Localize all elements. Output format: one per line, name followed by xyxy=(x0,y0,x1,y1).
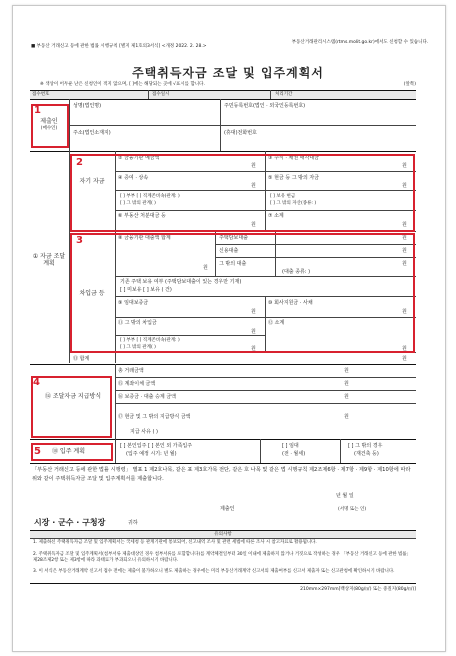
other-loan-label: 그 밖의 대출 xyxy=(219,261,247,267)
receipt-date-label: 접수일시 xyxy=(152,92,170,97)
total-won: 원 xyxy=(402,356,407,362)
other-loan-won: 원 xyxy=(402,261,407,267)
loan-total-won: 원 xyxy=(203,265,208,271)
cash-hold-checkbox[interactable]: [ ] 보유 현금 xyxy=(270,194,296,199)
other-borrow-won: 원 xyxy=(251,329,256,335)
id-number-field[interactable]: 주민등록번호(법인 · 외국인등록번호) xyxy=(224,103,306,109)
total-price-won: 원 xyxy=(344,368,349,374)
account-transfer-won: 원 xyxy=(344,381,349,387)
cash-other-asset[interactable]: [ ] 그 밖의 자산(종류: ) xyxy=(270,201,317,206)
property-sale-field[interactable]: ⑥ 부동산 처분대금 등 xyxy=(118,213,166,219)
receipt-number-label: 접수번호 xyxy=(32,92,50,97)
annotation-number-1: 1 xyxy=(34,105,41,116)
deposit-succession-won: 원 xyxy=(344,394,349,400)
account-transfer-field[interactable]: ⑮ 계좌이체 금액 xyxy=(118,381,156,387)
cash-other-field[interactable]: ⑰ 현금 및 그 밖의 지급방식 금액 xyxy=(118,414,191,420)
cash-won: 원 xyxy=(402,183,407,189)
mortgage-label: 주택담보대출 xyxy=(219,235,248,241)
gift-relation-checkboxes[interactable]: [ ] 부부 [ ] 직계존비속(관계: ) xyxy=(120,194,180,199)
annotation-box-2 xyxy=(70,154,415,232)
note-item-2: 2. 주택취득자금 조달 및 입주계획서(첨부서류 제출대상인 경우 첨부서류를 포함합니다)를 계약체결일부터 30일 이내에 제출하지 않거나 거짓으로 작성하는 경우 「부동산 거래신고 등에 관한 법률」 제28조제2항 또는 제3항에 따라 과태료가 부과되오니 유의하시기 바랍니다. xyxy=(33,552,411,563)
page-side: (앞쪽) xyxy=(403,82,416,87)
own-subtotal-field[interactable]: ⑦ 소계 xyxy=(268,213,284,219)
online-note: 부동산거래관리시스템(rtms.molit.go.kr)에서도 신청할 수 있습니다. xyxy=(291,40,429,45)
mortgage-won: 원 xyxy=(402,235,407,241)
annotation-number-2: 2 xyxy=(76,157,83,168)
annotation-box-4 xyxy=(31,376,112,438)
declaration-submitter: 제출인 xyxy=(220,506,235,512)
gift-field[interactable]: ④ 증여 · 상속 xyxy=(118,175,149,181)
own-subtotal-won: 원 xyxy=(402,222,407,228)
existing-home-checkboxes[interactable]: [ ] 미보유 [ ] 보유 ( 건) xyxy=(120,287,172,293)
company-support-won: 원 xyxy=(402,309,407,315)
payment-method-label: ⑭ 조달자금 지급방식 xyxy=(44,393,102,400)
note-item-1: 1. 제출하신 주택취득자금 조달 및 입주계획서는 국세청 등 관계기관에 통보되어, 신고내역 조사 및 관련 세법에 따른 조사 시 참고자료로 활용됩니다. xyxy=(33,540,317,545)
addressee-suffix: 귀하 xyxy=(128,520,138,526)
gift-relation-other[interactable]: [ ] 그 밖의 관계( ) xyxy=(120,201,156,206)
deposit-field[interactable]: ② 금융기관 예금액 xyxy=(118,155,160,161)
borrow-subtotal-field[interactable]: ⑫ 소계 xyxy=(268,320,285,326)
declaration-text: 「부동산 거래신고 등에 관한 법률 시행령」 별표 1 제2호나목, 같은 표 제3호가목 전단, 같은 호 나목 및 같은 법 시행규칙 제2조제6항 · 제7항 · 제9항 · 제10항에 따라 위와 같이 주택취득자금 조달 및 입주계획서를 제출합니다. xyxy=(32,467,411,482)
declaration-date[interactable]: 년 월 일 xyxy=(336,493,354,499)
self-move-in-checkboxes[interactable]: [ ] 본인입주 [ ] 본인 외 가족입주 xyxy=(120,443,193,449)
phone-field[interactable]: (휴대)전화번호 xyxy=(224,130,257,136)
existing-home-label: 기존 주택 보유 여부 (주택담보대출이 있는 경우만 기재) xyxy=(120,279,242,285)
total-label: ⑬ 합계 xyxy=(73,356,90,362)
submitter-sub: (매수인) xyxy=(40,126,58,131)
paper-spec: 210mm×297mm[백상지(80g/㎡) 또는 중질지(80g/㎡)] xyxy=(300,587,416,592)
deposit-succession-field[interactable]: ⑯ 보증금 · 대출 승계 금액 xyxy=(118,394,177,400)
legal-basis: ■ 부동산 거래신고 등에 관한 법률 시행규칙 [별지 제1호의3서식] <개정 2022. 2. 28.> xyxy=(31,44,207,49)
other-case-checkbox[interactable]: [ ] 그 밖의 경우 xyxy=(348,443,383,449)
move-in-label: ⑱ 입주 계획 xyxy=(52,448,85,455)
gift-won: 원 xyxy=(251,183,256,189)
annotation-number-3: 3 xyxy=(76,235,83,246)
note-item-3: 3. 이 서식은 부동산거래계약 신고서 접수 전에는 제출이 불가하오니 별도 제출하는 경우에는 미리 부동산거래계약 신고서의 제출여부를 신고서 제출자 또는 신고관청에 확인하시기 바랍니다. xyxy=(33,569,395,574)
funding-plan-label: ① 자금 조달계획 xyxy=(32,253,66,267)
loan-type-field[interactable]: (대출 종류: ) xyxy=(282,269,311,275)
borrow-subtotal-won: 원 xyxy=(402,346,407,352)
borrow-relation-checkboxes[interactable]: [ ] 부부 [ ] 직계존비속(관계: ) xyxy=(120,338,180,343)
other-borrow-sub-won: 원 xyxy=(251,346,256,352)
other-case-sub: (재건축 등) xyxy=(354,451,379,457)
loan-total-field[interactable]: ⑧ 금융기관 대출액 합계 xyxy=(118,235,171,241)
signature-field[interactable]: (서명 또는 인) xyxy=(338,507,367,512)
company-support-field[interactable]: ⑩ 회사지원금 · 사채 xyxy=(268,300,313,306)
property-sale-won: 원 xyxy=(251,222,256,228)
own-funds-label: 자기 자금 xyxy=(79,178,105,185)
annotation-number-4: 4 xyxy=(33,377,40,388)
lease-deposit-won: 원 xyxy=(251,309,256,315)
payment-reason-field[interactable]: 지급 사유 ( ) xyxy=(130,429,158,435)
borrowed-label: 차입금 등 xyxy=(79,290,105,297)
annotation-box-5 xyxy=(31,443,113,461)
process-period-label: 처리기간 xyxy=(275,92,293,97)
lease-checkbox[interactable]: [ ] 임대 xyxy=(282,443,299,449)
stock-won: 원 xyxy=(402,163,407,169)
lease-deposit-field[interactable]: ⑨ 임대보증금 xyxy=(118,300,149,306)
other-borrow-field[interactable]: ⑪ 그 밖의 차입금 xyxy=(118,320,157,326)
address-field[interactable]: 주소(법인소재지) xyxy=(73,130,111,136)
addressee: 시장 · 군수 · 구청장 xyxy=(34,518,106,527)
cash-other-won: 원 xyxy=(344,414,349,420)
annotation-number-5: 5 xyxy=(34,446,41,457)
total-price-field[interactable]: 총 거래금액 xyxy=(118,368,144,374)
annotation-box-3 xyxy=(70,233,415,353)
lease-sub: (전 · 월세) xyxy=(282,451,306,457)
borrow-relation-other[interactable]: [ ] 그 밖의 관계( ) xyxy=(120,345,156,350)
move-in-date-field[interactable]: (입주 예정 시기: 년 월) xyxy=(126,451,177,457)
deposit-won: 원 xyxy=(251,163,256,169)
credit-label: 신용대출 xyxy=(219,248,239,254)
stock-field[interactable]: ③ 주식 · 채권 매각대금 xyxy=(268,155,320,161)
credit-won: 원 xyxy=(402,248,407,254)
submitter-label: 제출인 xyxy=(40,118,58,125)
instruction-note: ※ 색상이 어두운 난은 신청인이 적지 않으며, [ ]에는 해당되는 곳에 √표시를 합니다. xyxy=(40,82,205,87)
notes-heading: 유의사항 xyxy=(214,532,232,537)
receipt-row xyxy=(30,90,416,99)
form-title: 주택취득자금 조달 및 입주계획서 xyxy=(132,66,324,80)
name-field[interactable]: 성명(법인명) xyxy=(73,103,102,109)
cash-field[interactable]: ⑤ 현금 등 그 밖의 자금 xyxy=(268,175,320,181)
